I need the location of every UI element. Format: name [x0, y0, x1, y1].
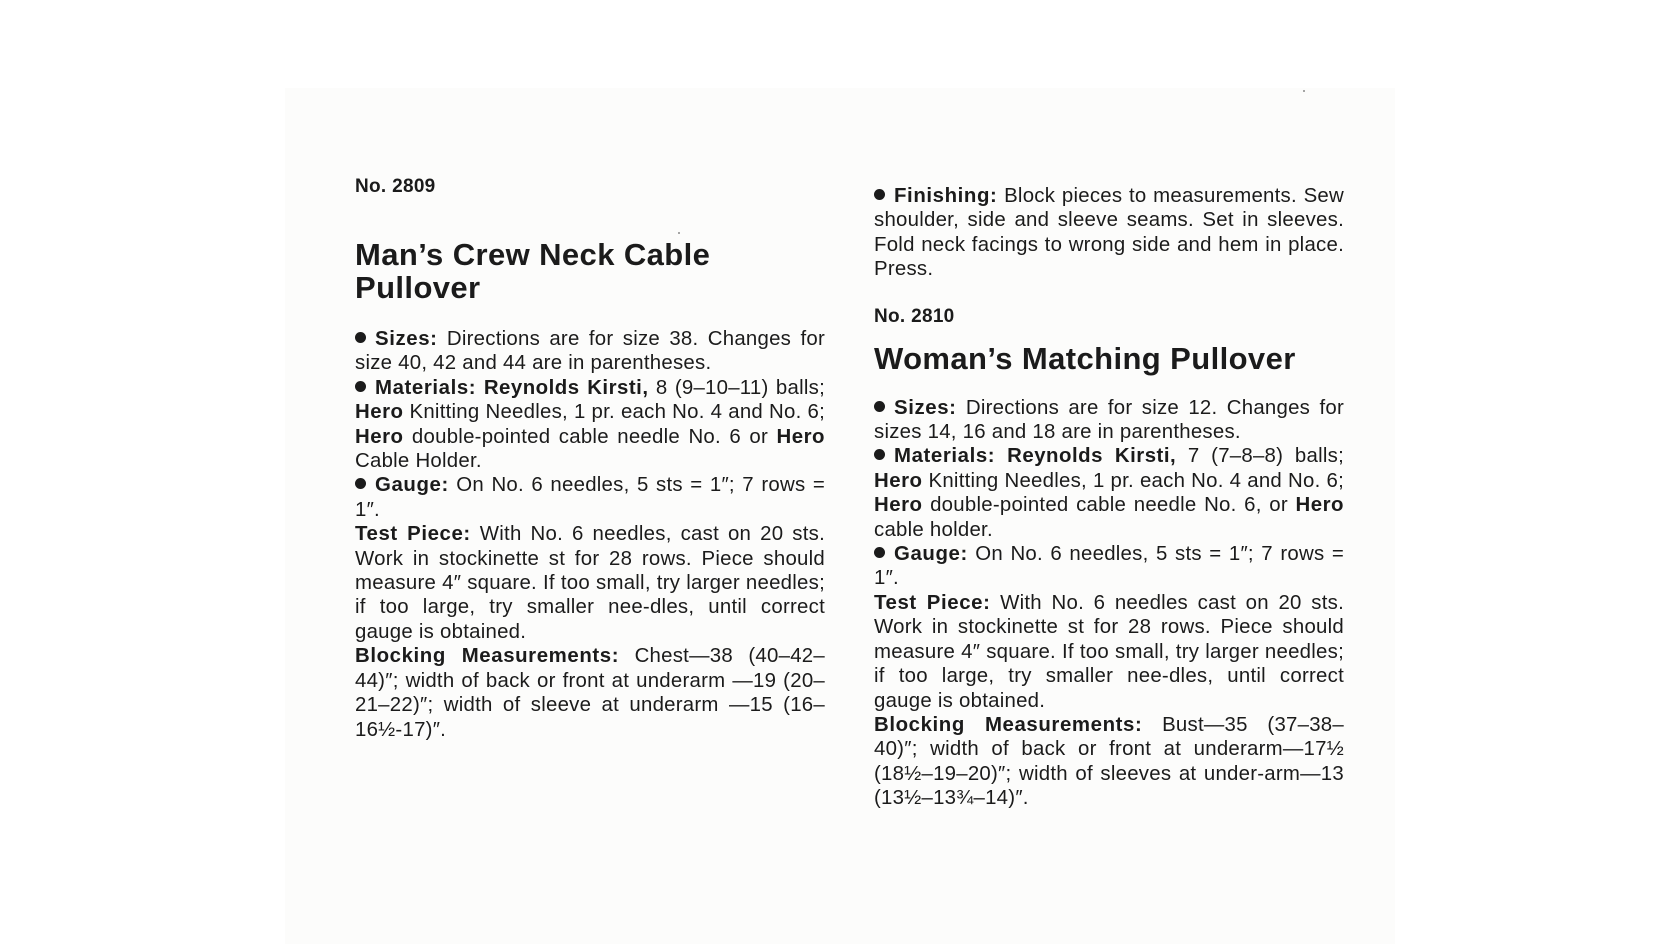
- blocking-text: Chest—38 (40–42–44)″; width of back or front at underarm —19 (20–21–22)″; width of sleeve at underarm —15 (16–16½-17)″.: [355, 645, 825, 741]
- pattern-instructions: [355, 327, 825, 742]
- pattern-title-line: Pullover: [355, 270, 481, 305]
- holder-brand: Hero: [1295, 494, 1344, 517]
- gauge-text: On No. 6 needles, 5 sts = 1″; 7 rows = 1″.: [874, 543, 1344, 590]
- materials-paragraph: [874, 444, 1344, 542]
- needle-brand: Hero: [355, 401, 404, 424]
- materials-text: Knitting Needles, 1 pr. each No. 4 and No. 6;: [922, 469, 1344, 492]
- test-piece-text: With No. 6 needles cast on 20 sts. Work in stockinette st for 28 rows. Piece should measure 4″ square. If too small, try larger needles; if too large, try smaller nee-dles, until correct gauge is obtained.: [874, 591, 1344, 712]
- materials-text: double-pointed cable needle No. 6, or: [922, 494, 1296, 517]
- bullet-icon: [874, 401, 885, 412]
- materials-text: cable holder.: [874, 518, 993, 541]
- blocking-label: Blocking Measurements:: [355, 645, 620, 668]
- sizes-text: Directions are for size 12. Changes for sizes 14, 16 and 18 are in parentheses.: [874, 396, 1344, 444]
- sizes-text: Directions are for size 38. Changes for size 40, 42 and 44 are in parentheses.: [355, 328, 825, 375]
- gauge-paragraph: [355, 473, 825, 522]
- pattern-title: Woman’s Matching Pullover: [874, 340, 1296, 376]
- paper-speck: [1303, 90, 1305, 92]
- blocking-paragraph: [355, 644, 825, 742]
- bullet-icon: [355, 381, 366, 392]
- gauge-paragraph: [874, 542, 1344, 591]
- blocking-text: Bust—35 (37–38–40)″; width of back or front at underarm—17½ (18½–19–20)″; width of sleeves at under-arm—13 (13½–13¾–14)″.: [874, 713, 1344, 810]
- materials-text: Knitting Needles, 1 pr. each No. 4 and No. 6;: [403, 401, 825, 424]
- test-piece-label: Test Piece:: [355, 523, 471, 546]
- blocking-paragraph: [874, 713, 1344, 811]
- needle-brand: Hero: [874, 494, 923, 517]
- materials-label: Materials:: [375, 376, 477, 399]
- materials-text: 8 (9–10–11) balls;: [648, 376, 825, 399]
- gauge-label: Gauge:: [894, 543, 968, 566]
- bullet-icon: [874, 449, 885, 460]
- pattern-number: No. 2810: [874, 305, 955, 327]
- finishing-label: Finishing:: [894, 185, 998, 207]
- yarn-brand: Reynolds Kirsti,: [476, 376, 649, 399]
- needle-brand: Hero: [874, 469, 923, 492]
- test-piece-paragraph: [874, 591, 1344, 713]
- pattern-title-line: Man’s Crew Neck Cable: [355, 237, 711, 272]
- blocking-label: Blocking Measurements:: [874, 713, 1143, 736]
- gauge-label: Gauge:: [375, 474, 449, 497]
- materials-label: Materials:: [894, 445, 996, 468]
- pattern-2810: [874, 184, 1344, 811]
- gauge-text: On No. 6 needles, 5 sts = 1″; 7 rows = 1″.: [355, 474, 825, 521]
- sizes-label: Sizes:: [894, 396, 957, 419]
- test-piece-paragraph: [355, 522, 825, 644]
- materials-text: 7 (7–8–8) balls;: [1176, 445, 1344, 468]
- test-piece-label: Test Piece:: [874, 591, 991, 614]
- pattern-instructions: [874, 396, 1344, 811]
- bullet-icon: [874, 189, 885, 200]
- pattern-2809: [355, 176, 825, 742]
- bullet-icon: [874, 547, 885, 558]
- holder-brand: Hero: [776, 425, 825, 448]
- finishing-paragraph: [874, 184, 1344, 282]
- test-piece-text: With No. 6 needles, cast on 20 sts. Work in stockinette st for 28 rows. Piece should measure 4″ square. If too small, try larger needles; if too large, try smaller nee-dles, until correct gauge is obtained.: [355, 523, 825, 643]
- pattern-title: [355, 238, 825, 304]
- finishing-text: Block pieces to measurements. Sew shoulder, side and sleeve seams. Set in sleeves. Fold neck facings to wrong side and hem in place. Press.: [874, 185, 1344, 281]
- bullet-icon: [355, 478, 366, 489]
- materials-paragraph: [355, 376, 825, 474]
- sizes-paragraph: [874, 396, 1344, 445]
- bullet-icon: [355, 332, 366, 343]
- pattern-number: No. 2809: [355, 176, 436, 197]
- finishing-block: [874, 184, 1344, 282]
- needle-brand: Hero: [355, 425, 404, 448]
- materials-text: double-pointed cable needle No. 6 or: [403, 425, 777, 448]
- yarn-brand: Reynolds Kirsti,: [995, 445, 1177, 468]
- materials-text: Cable Holder.: [355, 450, 482, 473]
- sizes-paragraph: [355, 327, 825, 376]
- sizes-label: Sizes:: [375, 328, 438, 350]
